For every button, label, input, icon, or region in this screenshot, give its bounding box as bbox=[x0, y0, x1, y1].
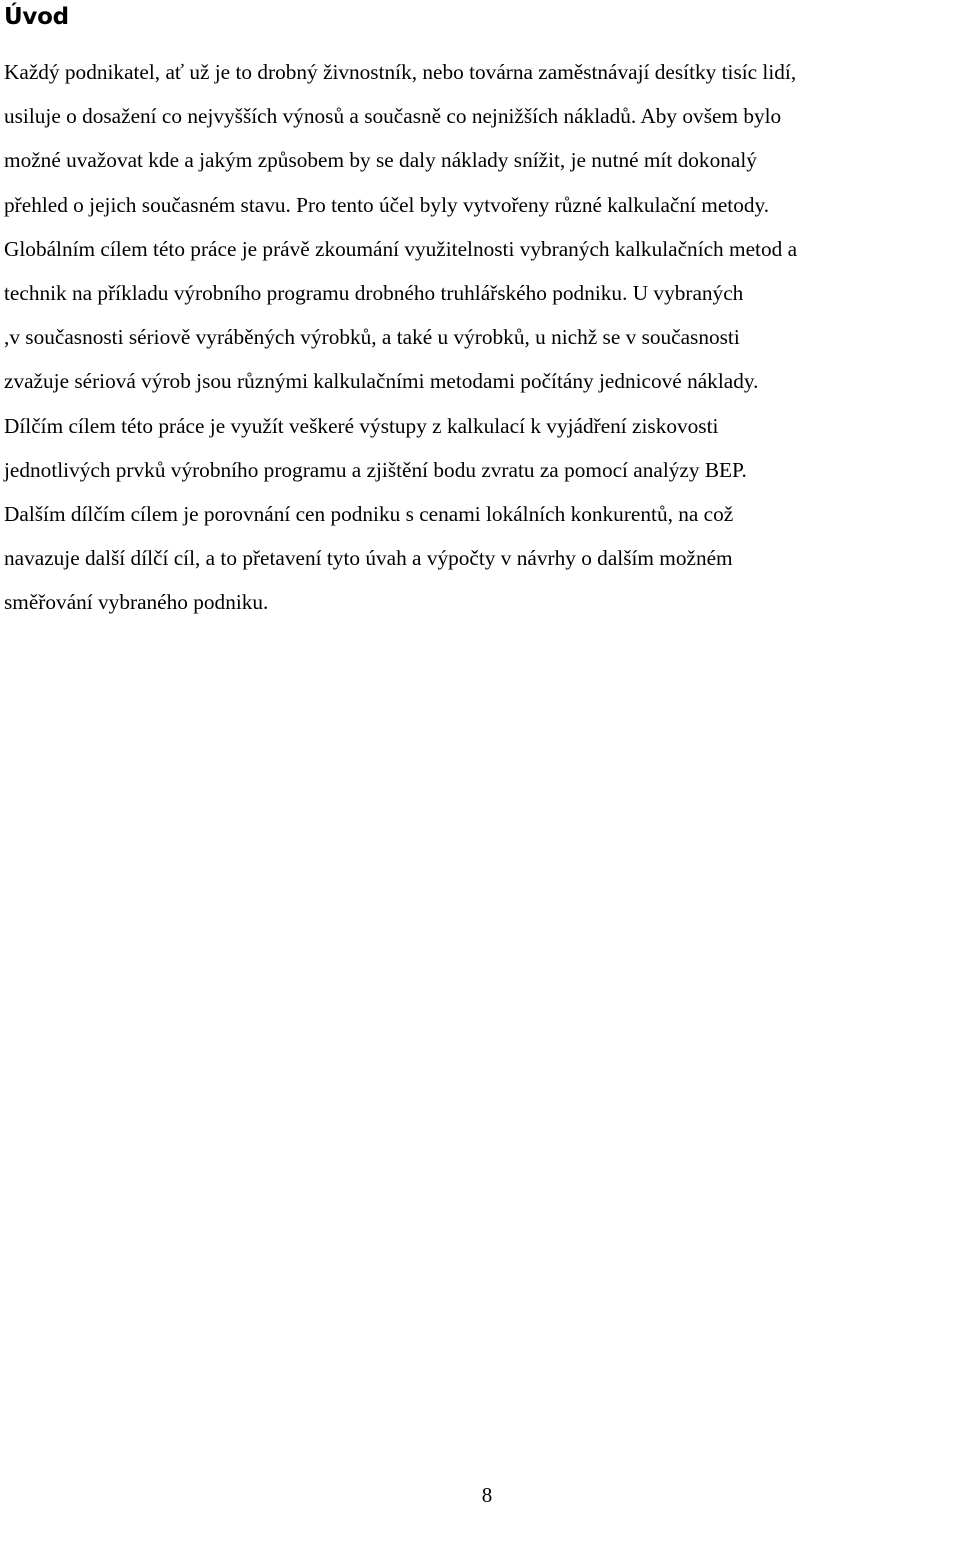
page-title: Úvod bbox=[4, 4, 69, 30]
paragraph-line: navazuje další dílčí cíl, a to přetavení tyto úvah a výpočty v návrhy o dalším možném bbox=[4, 546, 733, 571]
paragraph-line: usiluje o dosažení co nejvyšších výnosů a současně co nejnižších nákladů. Aby ovšem bylo bbox=[4, 104, 782, 129]
paragraph-line: Globálním cílem této práce je právě zkoumání využitelnosti vybraných kalkulačních metod a bbox=[4, 236, 798, 261]
intro-paragraph bbox=[4, 50, 960, 625]
paragraph-line: Každý podnikatel, ať už je to drobný živnostník, nebo továrna zaměstnávají desítky tisíc lidí, bbox=[4, 60, 797, 84]
paragraph-line: Dílčím cílem této práce je využít veškeré výstupy z kalkulací k vyjádření ziskovosti bbox=[4, 413, 719, 438]
paragraph-line: zvažuje sériová výrob jsou různými kalkulačními metodami počítány jednicové náklady. bbox=[4, 369, 759, 394]
paragraph-line: jednotlivých prvků výrobního programu a zjištění bodu zvratu za pomocí analýzy BEP. bbox=[4, 457, 747, 482]
paragraph-line: možné uvažovat kde a jakým způsobem by se daly náklady snížit, je nutné mít dokonalý bbox=[4, 148, 757, 173]
paragraph-line: ,v současnosti sériově vyráběných výrobků, a také u výrobků, u nichž se v současnosti bbox=[4, 325, 740, 350]
paragraph-line: Dalším dílčím cílem je porovnání cen podniku s cenami lokálních konkurentů, na což bbox=[4, 502, 734, 527]
page-number: 8 bbox=[481, 1483, 493, 1507]
paragraph-line: přehled o jejich současném stavu. Pro tento účel byly vytvořeny různé kalkulační metody. bbox=[4, 192, 770, 217]
paragraph-line: směřování vybraného podniku. bbox=[4, 590, 269, 615]
paragraph-line: technik na příkladu výrobního programu drobného truhlářského podniku. U vybraných bbox=[4, 281, 744, 306]
